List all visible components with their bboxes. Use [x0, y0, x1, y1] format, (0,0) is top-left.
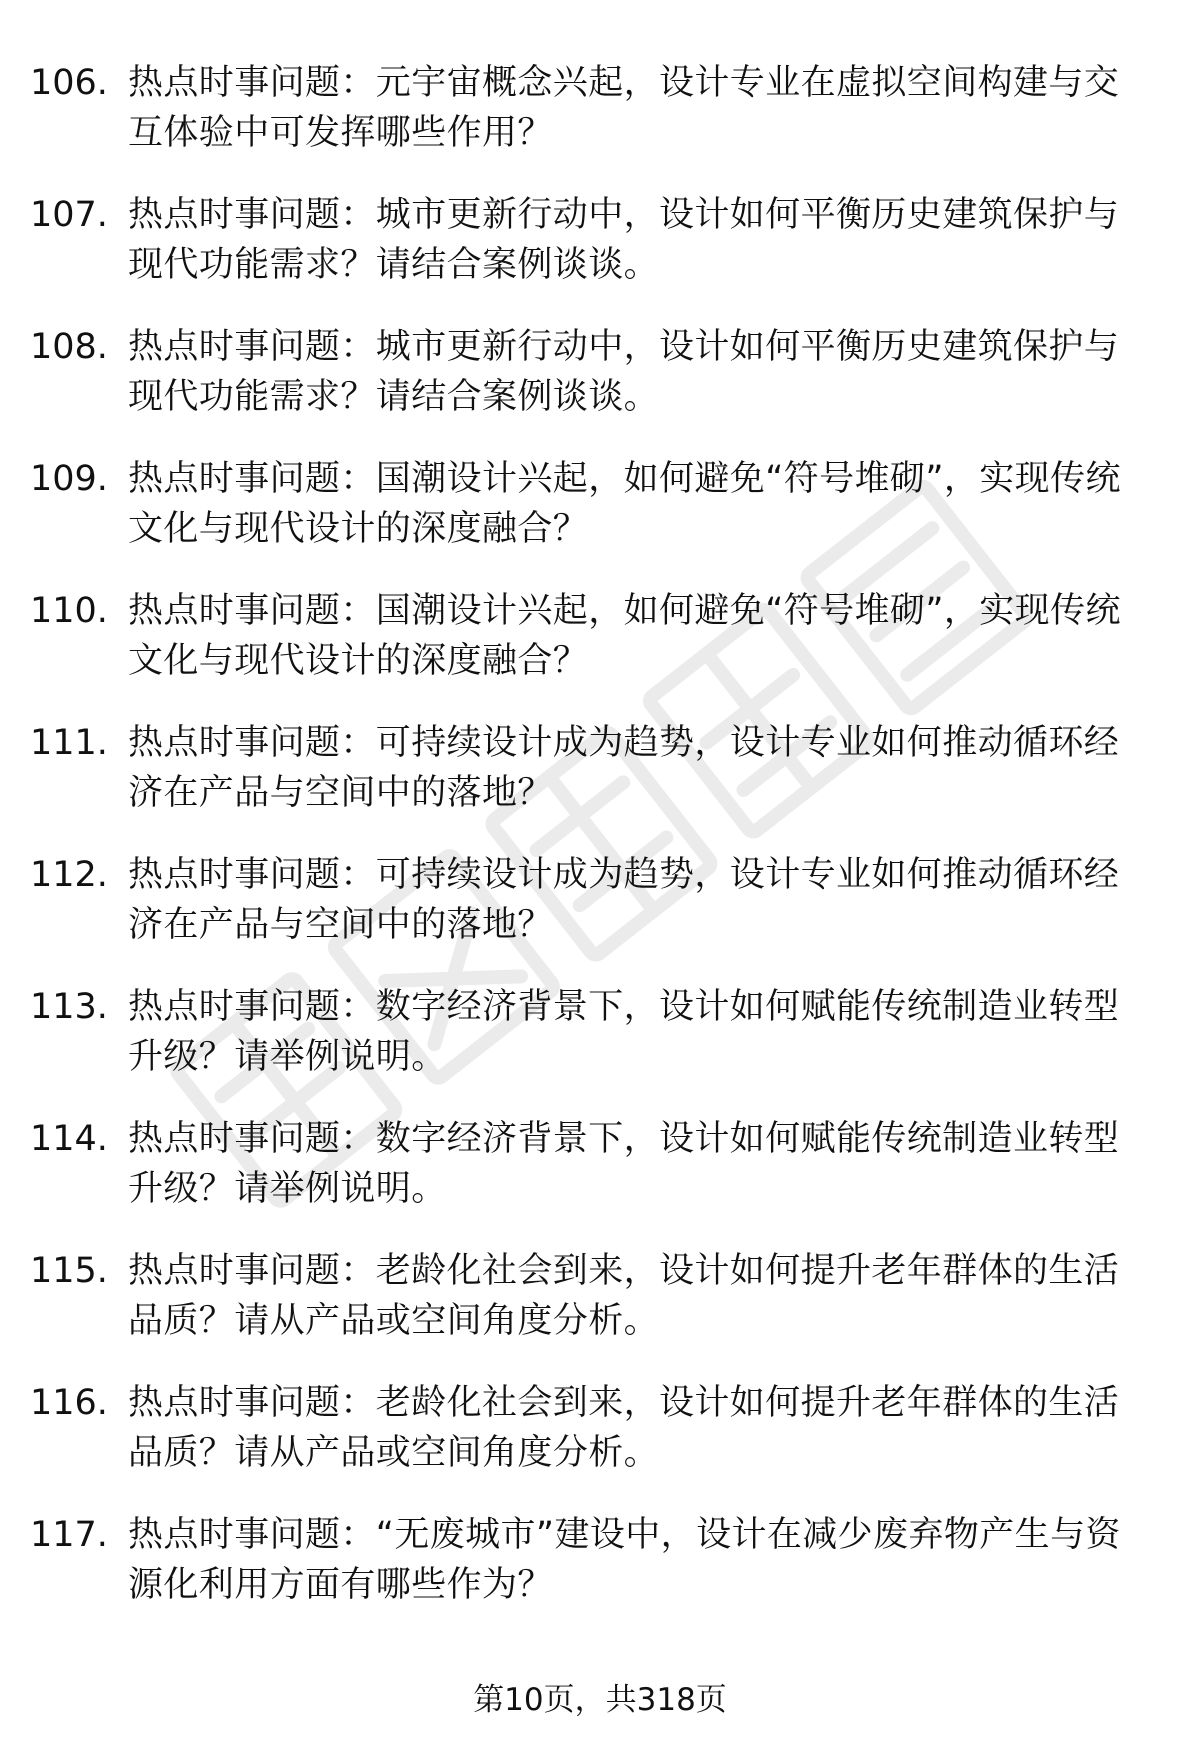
- question-text: 热点时事问题：城市更新行动中，设计如何平衡历史建筑保护与现代功能需求？请结合案例谈谈。: [128, 327, 1120, 417]
- list-item: [30, 850, 1140, 982]
- question-number: 114.: [30, 1119, 108, 1159]
- question-number: 106.: [30, 63, 108, 103]
- question-text: 热点时事问题：数字经济背景下，设计如何赋能传统制造业转型升级？请举例说明。: [128, 1119, 1120, 1209]
- question-text: 热点时事问题：老龄化社会到来，设计如何提升老年群体的生活品质？请从产品或空间角度分析。: [128, 1251, 1120, 1341]
- list-item: [30, 1246, 1140, 1378]
- question-number: 107.: [30, 195, 108, 235]
- list-item: [30, 586, 1140, 718]
- list-item: [30, 322, 1140, 454]
- question-text: 热点时事问题：可持续设计成为趋势，设计专业如何推动循环经济在产品与空间中的落地？: [128, 855, 1120, 945]
- question-number: 113.: [30, 987, 108, 1027]
- question-text: 热点时事问题：“无废城市”建设中，设计在减少废弃物产生与资源化利用方面有哪些作为？: [128, 1515, 1121, 1605]
- question-number: 115.: [30, 1251, 108, 1291]
- question-number: 108.: [30, 327, 108, 367]
- page-footer: 第10页，共318页: [473, 1682, 727, 1718]
- question-text: 热点时事问题：数字经济背景下，设计如何赋能传统制造业转型升级？请举例说明。: [128, 987, 1120, 1077]
- question-list: [30, 58, 1140, 1642]
- question-text: 热点时事问题：城市更新行动中，设计如何平衡历史建筑保护与现代功能需求？请结合案例谈谈。: [128, 195, 1120, 285]
- question-number: 112.: [30, 855, 108, 895]
- list-item: [30, 1114, 1140, 1246]
- list-item: [30, 190, 1140, 322]
- list-item: [30, 718, 1140, 850]
- question-text: 热点时事问题：老龄化社会到来，设计如何提升老年群体的生活品质？请从产品或空间角度分析。: [128, 1383, 1120, 1473]
- question-number: 117.: [30, 1515, 108, 1555]
- question-text: 热点时事问题：国潮设计兴起，如何避免“符号堆砌”，实现传统文化与现代设计的深度融合？: [128, 459, 1121, 549]
- question-number: 116.: [30, 1383, 108, 1423]
- list-item: [30, 58, 1140, 190]
- question-text: 热点时事问题：国潮设计兴起，如何避免“符号堆砌”，实现传统文化与现代设计的深度融合？: [128, 591, 1121, 681]
- list-item: [30, 1510, 1140, 1642]
- question-text: 热点时事问题：元宇宙概念兴起，设计专业在虚拟空间构建与交互体验中可发挥哪些作用？: [128, 63, 1120, 153]
- list-item: [30, 982, 1140, 1114]
- list-item: [30, 454, 1140, 586]
- question-text: 热点时事问题：可持续设计成为趋势，设计专业如何推动循环经济在产品与空间中的落地？: [128, 723, 1120, 813]
- question-number: 111.: [30, 723, 108, 763]
- question-number: 109.: [30, 459, 108, 499]
- question-number: 110.: [30, 591, 108, 631]
- list-item: [30, 1378, 1140, 1510]
